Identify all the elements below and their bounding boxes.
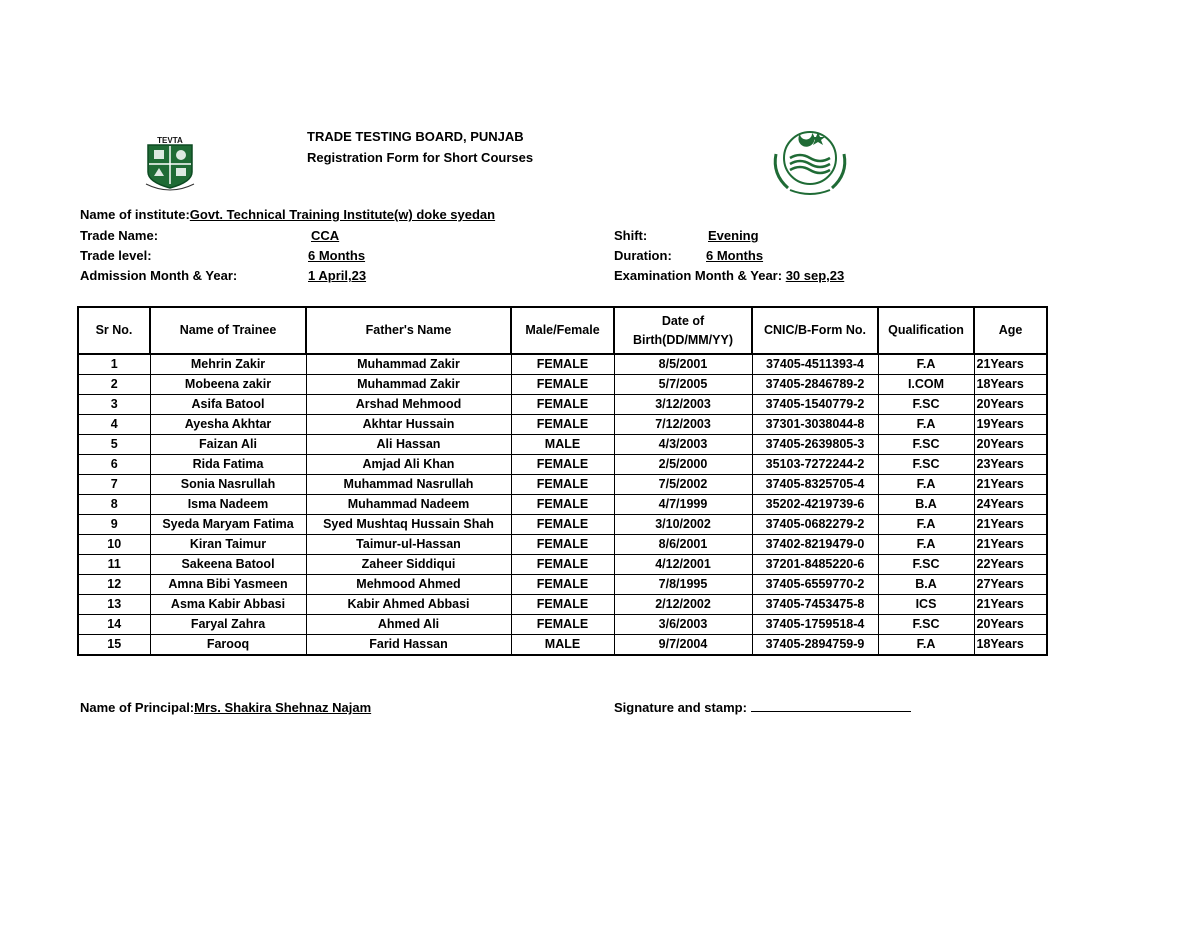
age-cell: 21Years [974,535,1047,555]
table-row [78,354,1047,375]
father-name-cell: Amjad Ali Khan [306,455,511,475]
sr-no-cell: 14 [78,615,150,635]
father-name-cell: Akhtar Hussain [306,415,511,435]
gender-cell: FEMALE [511,575,614,595]
gender-cell: MALE [511,435,614,455]
sr-no-cell: 12 [78,575,150,595]
exam-label: Examination Month & Year: [614,268,783,283]
table-row [78,535,1047,555]
qualification-cell: F.SC [878,455,974,475]
age-cell: 27Years [974,575,1047,595]
qualification-cell: ICS [878,595,974,615]
trainee-name-cell: Farooq [150,635,306,656]
admission-value: 1 April,23 [308,268,367,283]
gender-cell: FEMALE [511,495,614,515]
father-name-cell: Muhammad Nasrullah [306,475,511,495]
column-header: Age [974,307,1047,354]
father-name-cell: Muhammad Zakir [306,375,511,395]
form-title: Registration Form for Short Courses [307,150,534,165]
cnic-cell: 37201-8485220-6 [752,555,878,575]
dob-cell: 5/7/2005 [614,375,752,395]
dob-cell: 8/5/2001 [614,354,752,375]
shift-label: Shift: [614,228,648,243]
table-body [78,354,1047,655]
age-cell: 21Years [974,475,1047,495]
father-name-cell: Mehmood Ahmed [306,575,511,595]
duration-value: 6 Months [706,248,764,263]
dob-cell: 8/6/2001 [614,535,752,555]
sr-no-cell: 3 [78,395,150,415]
father-name-cell: Arshad Mehmood [306,395,511,415]
dob-cell: 4/7/1999 [614,495,752,515]
punjab-emblem-icon [766,124,854,200]
cnic-cell: 37405-7453475-8 [752,595,878,615]
cnic-cell: 37405-2639805-3 [752,435,878,455]
age-cell: 23Years [974,455,1047,475]
sr-no-cell: 8 [78,495,150,515]
trainee-name-cell: Mobeena zakir [150,375,306,395]
shift-value: Evening [708,228,759,243]
age-cell: 21Years [974,515,1047,535]
qualification-cell: F.A [878,635,974,656]
dob-cell: 7/12/2003 [614,415,752,435]
father-name-cell: Taimur-ul-Hassan [306,535,511,555]
qualification-cell: F.A [878,415,974,435]
table-header [78,307,1047,354]
cnic-cell: 35202-4219739-6 [752,495,878,515]
trade-level-value: 6 Months [308,248,366,263]
dob-cell: 3/12/2003 [614,395,752,415]
column-header: Father's Name [306,307,511,354]
table-row [78,455,1047,475]
dob-cell: 7/8/1995 [614,575,752,595]
table-row [78,435,1047,455]
trainee-name-cell: Mehrin Zakir [150,354,306,375]
father-name-cell: Muhammad Nadeem [306,495,511,515]
gender-cell: FEMALE [511,415,614,435]
table-row [78,595,1047,615]
column-header: Name of Trainee [150,307,306,354]
column-header: Qualification [878,307,974,354]
table-header-row [78,307,1047,354]
dob-cell: 2/5/2000 [614,455,752,475]
qualification-cell: F.SC [878,555,974,575]
trade-name-label: Trade Name: [80,228,159,243]
trainee-name-cell: Faryal Zahra [150,615,306,635]
column-header: Sr No. [78,307,150,354]
qualification-cell: F.A [878,475,974,495]
sr-no-cell: 6 [78,455,150,475]
trade-level-label: Trade level: [80,248,152,263]
board-title: TRADE TESTING BOARD, PUNJAB [307,129,524,144]
dob-cell: 9/7/2004 [614,635,752,656]
trainee-name-cell: Asifa Batool [150,395,306,415]
dob-cell: 4/12/2001 [614,555,752,575]
cnic-cell: 37405-1540779-2 [752,395,878,415]
qualification-cell: B.A [878,575,974,595]
qualification-cell: F.SC [878,435,974,455]
table-row [78,555,1047,575]
exam-line [614,266,844,286]
table-row [78,635,1047,656]
qualification-cell: F.A [878,535,974,555]
tevta-logo-icon [140,134,200,192]
gender-cell: FEMALE [511,535,614,555]
sr-no-cell: 4 [78,415,150,435]
sr-no-cell: 9 [78,515,150,535]
trainee-name-cell: Syeda Maryam Fatima [150,515,306,535]
trainee-name-cell: Sakeena Batool [150,555,306,575]
gender-cell: FEMALE [511,515,614,535]
column-header: CNIC/B-Form No. [752,307,878,354]
table-row [78,495,1047,515]
sr-no-cell: 5 [78,435,150,455]
father-name-cell: Farid Hassan [306,635,511,656]
trainee-name-cell: Isma Nadeem [150,495,306,515]
signature-blank[interactable] [751,698,911,712]
cnic-cell: 37301-3038044-8 [752,415,878,435]
dob-cell: 7/5/2002 [614,475,752,495]
trainee-name-cell: Asma Kabir Abbasi [150,595,306,615]
age-cell: 21Years [974,354,1047,375]
father-name-cell: Zaheer Siddiqui [306,555,511,575]
institute-label: Name of institute: [80,207,190,222]
punjab-emblem [766,124,854,200]
cnic-cell: 37405-4511393-4 [752,354,878,375]
table-row [78,395,1047,415]
title-block [307,126,533,168]
gender-cell: FEMALE [511,395,614,415]
cnic-cell: 37405-8325705-4 [752,475,878,495]
exam-value: 30 sep,23 [785,268,845,283]
age-cell: 19Years [974,415,1047,435]
father-name-cell: Syed Mushtaq Hussain Shah [306,515,511,535]
principal-value: Mrs. Shakira Shehnaz Najam [194,700,372,715]
cnic-cell: 37405-6559770-2 [752,575,878,595]
qualification-cell: F.A [878,354,974,375]
qualification-cell: F.SC [878,615,974,635]
father-name-cell: Ahmed Ali [306,615,511,635]
age-cell: 18Years [974,635,1047,656]
cnic-cell: 37405-2894759-9 [752,635,878,656]
tevta-logo-text: TEVTA [157,136,183,145]
age-cell: 20Years [974,615,1047,635]
table-row [78,615,1047,635]
sr-no-cell: 7 [78,475,150,495]
signature-line [614,698,911,718]
qualification-cell: F.SC [878,395,974,415]
gender-cell: FEMALE [511,475,614,495]
sr-no-cell: 11 [78,555,150,575]
institute-value: Govt. Technical Training Institute(w) doke syedan [189,207,496,222]
gender-cell: FEMALE [511,455,614,475]
gender-cell: FEMALE [511,595,614,615]
cnic-cell: 35103-7272244-2 [752,455,878,475]
cnic-cell: 37405-0682279-2 [752,515,878,535]
column-header: Male/Female [511,307,614,354]
trainee-name-cell: Sonia Nasrullah [150,475,306,495]
gender-cell: FEMALE [511,615,614,635]
cnic-cell: 37405-2846789-2 [752,375,878,395]
gender-cell: FEMALE [511,354,614,375]
cnic-cell: 37402-8219479-0 [752,535,878,555]
father-name-cell: Muhammad Zakir [306,354,511,375]
trainee-table [77,306,1048,656]
trainee-name-cell: Kiran Taimur [150,535,306,555]
sr-no-cell: 1 [78,354,150,375]
gender-cell: FEMALE [511,555,614,575]
trainee-name-cell: Amna Bibi Yasmeen [150,575,306,595]
age-cell: 24Years [974,495,1047,515]
table-row [78,375,1047,395]
institute-line [80,205,495,225]
sr-no-cell: 13 [78,595,150,615]
principal-label: Name of Principal: [80,700,195,715]
sr-no-cell: 2 [78,375,150,395]
table-row [78,415,1047,435]
father-name-cell: Kabir Ahmed Abbasi [306,595,511,615]
trade-name-value: CCA [311,228,340,243]
table-row [78,575,1047,595]
qualification-cell: B.A [878,495,974,515]
age-cell: 18Years [974,375,1047,395]
age-cell: 21Years [974,595,1047,615]
table-row [78,475,1047,495]
qualification-cell: I.COM [878,375,974,395]
gender-cell: FEMALE [511,375,614,395]
father-name-cell: Ali Hassan [306,435,511,455]
principal-line [80,698,371,718]
admission-label: Admission Month & Year: [80,268,238,283]
cnic-cell: 37405-1759518-4 [752,615,878,635]
dob-cell: 2/12/2002 [614,595,752,615]
signature-label: Signature and stamp: [614,700,747,715]
sr-no-cell: 10 [78,535,150,555]
age-cell: 22Years [974,555,1047,575]
trainee-name-cell: Ayesha Akhtar [150,415,306,435]
trainee-name-cell: Rida Fatima [150,455,306,475]
dob-cell: 3/10/2002 [614,515,752,535]
sr-no-cell: 15 [78,635,150,656]
dob-cell: 4/3/2003 [614,435,752,455]
qualification-cell: F.A [878,515,974,535]
column-header: Date of Birth(DD/MM/YY) [614,307,752,354]
gender-cell: MALE [511,635,614,656]
trainee-name-cell: Faizan Ali [150,435,306,455]
table-row [78,515,1047,535]
age-cell: 20Years [974,435,1047,455]
age-cell: 20Years [974,395,1047,415]
dob-cell: 3/6/2003 [614,615,752,635]
duration-label: Duration: [614,248,672,263]
tevta-logo [140,134,200,192]
